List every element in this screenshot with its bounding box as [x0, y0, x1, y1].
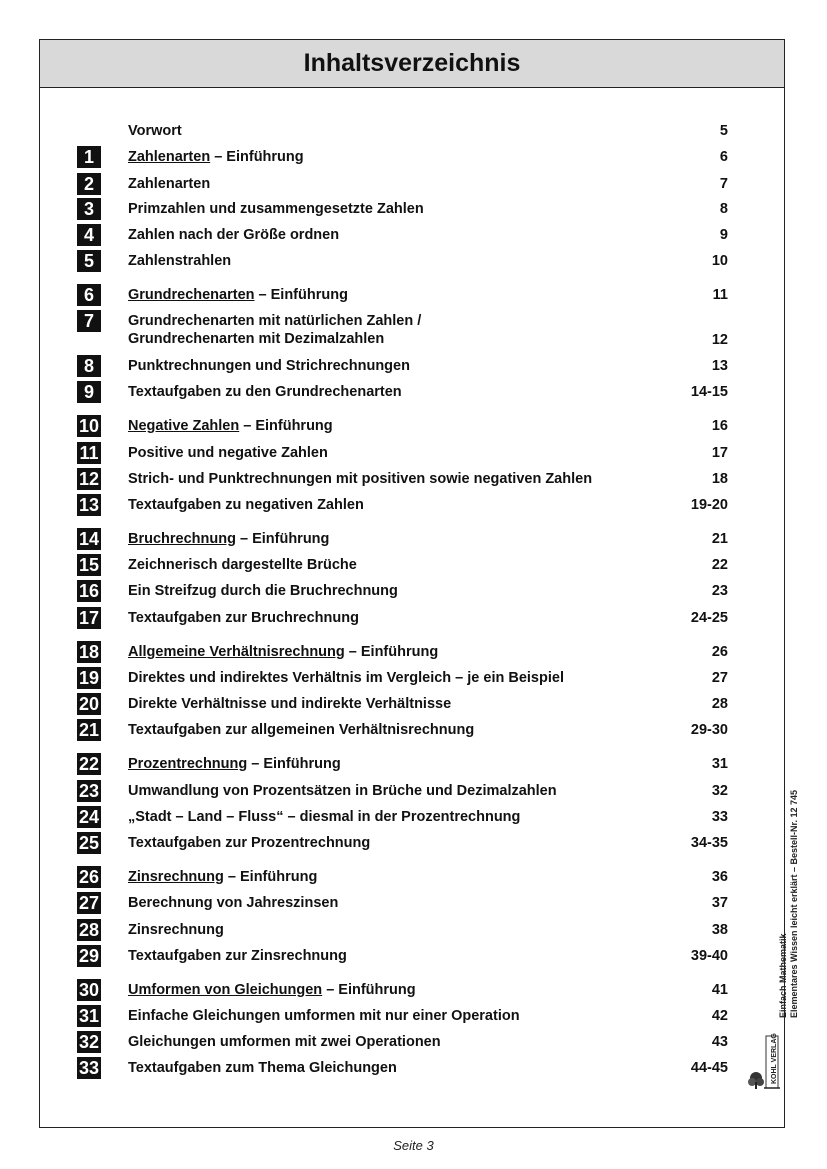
toc-entry [40, 468, 784, 490]
toc-entry-title [128, 355, 698, 375]
toc-entry [40, 1005, 784, 1027]
toc-entry [40, 1031, 784, 1053]
topic-suffix: – Einführung [247, 756, 341, 772]
toc-entry-title [128, 442, 698, 462]
page-title: Inhaltsverzeichnis [303, 49, 521, 77]
toc-entry [40, 310, 784, 348]
chapter-number-badge: 5 [77, 250, 101, 272]
page-number: 21 [711, 531, 728, 547]
toc-entry [40, 146, 784, 168]
title-line: Textaufgaben zur Prozentrechnung [128, 835, 371, 851]
page-number: 26 [711, 644, 728, 660]
topic-suffix: – Einführung [344, 644, 439, 660]
topic-name: Prozentrechnung [128, 756, 248, 772]
title-line: Punktrechnungen und Strichrechnungen [128, 358, 410, 374]
toc-entry-title [128, 919, 698, 939]
toc-entry [40, 442, 784, 464]
page-number: 8 [719, 201, 728, 217]
toc-entry [40, 979, 784, 1001]
toc-entry-title [128, 693, 698, 713]
topic-name: Zinsrechnung [128, 869, 224, 885]
toc-entry-title [128, 866, 698, 886]
toc-entry-title [128, 554, 698, 574]
page-number: 10 [711, 253, 728, 269]
toc-entry-title [128, 1057, 698, 1077]
title-line: Vorwort [128, 123, 182, 139]
toc-entry [40, 355, 784, 377]
publisher-name: KOHL VERLAG [771, 1033, 778, 1084]
toc-entry [40, 415, 784, 437]
title-line: Textaufgaben zur allgemeinen Verhältnisrechnung [128, 722, 475, 738]
toc-entry-title [128, 173, 698, 193]
topic-suffix: – Einführung [235, 531, 330, 547]
chapter-number-badge: 16 [78, 581, 100, 601]
topic-name: Umformen von Gleichungen [128, 982, 323, 998]
title-line: Zinsrechnung [128, 922, 224, 938]
page-number: 7 [719, 176, 728, 192]
topic-suffix: – Einführung [239, 418, 333, 434]
toc-entry-title [128, 250, 698, 270]
toc-entry [40, 224, 784, 246]
chapter-number-badge: 11 [77, 442, 101, 464]
toc-entry [40, 753, 784, 775]
toc-entry [40, 693, 784, 715]
page-number: 27 [711, 670, 728, 686]
publisher-logo-icon [746, 1020, 782, 1090]
toc-entry-title [128, 753, 698, 773]
toc-entry-title [128, 494, 698, 514]
toc-entry [40, 284, 784, 306]
chapter-number-badge: 18 [78, 642, 100, 662]
toc-entry-title [128, 1005, 698, 1025]
chapter-number-badge: 32 [78, 1032, 100, 1052]
toc-entry-title [128, 224, 698, 244]
page-number: 14-15 [690, 384, 728, 400]
title-line: Direkte Verhältnisse und indirekte Verhältnisse [128, 696, 452, 712]
page-number: 12 [711, 332, 728, 348]
toc-entry-title [128, 528, 698, 548]
page-number: 24-25 [690, 610, 728, 626]
title-line: Positive und negative Zahlen [128, 445, 328, 461]
topic-name: Negative Zahlen [128, 418, 240, 434]
toc-entry-title [128, 120, 698, 140]
chapter-number-badge: 17 [78, 608, 100, 628]
toc-entry [40, 554, 784, 576]
title-line: Zahlen nach der Größe ordnen [128, 227, 340, 243]
chapter-number-badge: 29 [78, 946, 100, 966]
topic-name: Allgemeine Verhältnisrechnung [128, 644, 345, 660]
title-line: Textaufgaben zum Thema Gleichungen [128, 1060, 397, 1076]
chapter-number-badge: 28 [78, 920, 100, 940]
chapter-number-badge: 15 [78, 555, 100, 575]
toc-entry-title [128, 719, 698, 739]
title-line: Textaufgaben zur Zinsrechnung [128, 948, 347, 964]
toc-entry-title [128, 945, 698, 965]
chapter-number-badge: 13 [78, 495, 100, 515]
chapter-number-badge: 31 [78, 1006, 100, 1026]
page-number: 37 [711, 895, 728, 911]
toc-entry [40, 528, 784, 550]
chapter-number-badge: 3 [77, 198, 101, 220]
toc-entry [40, 866, 784, 888]
page-number: 34-35 [690, 835, 728, 851]
chapter-number-badge: 10 [78, 416, 100, 436]
chapter-number-badge: 9 [77, 381, 101, 403]
chapter-number-badge: 20 [78, 694, 100, 714]
toc-entry-title [128, 580, 698, 600]
page-number: 36 [711, 869, 728, 885]
page-number: 33 [711, 809, 728, 825]
title-line: Textaufgaben zur Bruchrechnung [128, 610, 359, 626]
toc-entry [40, 250, 784, 272]
title-line: Zahlenarten [128, 176, 211, 192]
page-number: 31 [711, 756, 728, 772]
toc-entry [40, 120, 784, 142]
title-line-2: Grundrechenarten mit Dezimalzahlen [128, 331, 385, 347]
toc-entry [40, 832, 784, 854]
side-publication-info [778, 790, 800, 1018]
title-line: Gleichungen umformen mit zwei Operationen [128, 1034, 441, 1050]
title-line: Zahlenstrahlen [128, 253, 232, 269]
chapter-number-badge: 19 [78, 668, 100, 688]
title-line: Ein Streifzug durch die Bruchrechnung [128, 583, 398, 599]
toc-entry-title [128, 979, 698, 999]
chapter-number-badge: 22 [78, 754, 100, 774]
chapter-number-badge: 8 [77, 355, 101, 377]
page-number: 13 [711, 358, 728, 374]
topic-name: Zahlenarten [128, 149, 211, 165]
title-bar [40, 40, 784, 88]
page-frame [39, 39, 785, 1128]
page-number: 23 [711, 583, 728, 599]
toc-entry [40, 494, 784, 516]
toc-entry [40, 381, 784, 403]
toc-entry [40, 198, 784, 220]
toc-entry-title [128, 892, 698, 912]
title-line: Grundrechenarten mit natürlichen Zahlen / [128, 313, 422, 329]
topic-name: Bruchrechnung [128, 531, 236, 547]
page-number: 11 [712, 287, 728, 303]
toc-entry [40, 719, 784, 741]
chapter-number-badge: 30 [78, 980, 100, 1000]
toc-entry-title [128, 1031, 698, 1051]
title-line: Direktes und indirektes Verhältnis im Vergleich – je ein Beispiel [128, 670, 564, 686]
toc-entry [40, 641, 784, 663]
toc-entry [40, 945, 784, 967]
chapter-number-badge: 24 [78, 807, 100, 827]
topic-suffix: – Einführung [322, 982, 416, 998]
title-line: Umwandlung von Prozentsätzen in Brüche und Dezimalzahlen [128, 783, 557, 799]
chapter-number-badge: 2 [77, 173, 101, 195]
topic-name: Grundrechenarten [128, 287, 255, 303]
toc-entry [40, 892, 784, 914]
toc-entry-title [128, 667, 698, 687]
title-line: „Stadt – Land – Fluss“ – diesmal in der Prozentrechnung [128, 809, 521, 825]
title-line: Berechnung von Jahreszinsen [128, 895, 339, 911]
chapter-number-badge: 14 [78, 529, 100, 549]
toc-entry-title [128, 832, 698, 852]
chapter-number-badge: 26 [78, 867, 100, 887]
chapter-number-badge: 12 [78, 469, 100, 489]
chapter-number-badge: 23 [78, 781, 100, 801]
chapter-number-badge: 7 [77, 310, 101, 332]
toc-entry-title [128, 381, 698, 401]
page-footer: Seite 3 [393, 1138, 434, 1153]
page-number: 32 [711, 783, 728, 799]
toc-entry [40, 667, 784, 689]
topic-suffix: – Einführung [254, 287, 348, 303]
page-number: 39-40 [690, 948, 728, 964]
toc-entry-title [128, 607, 698, 627]
page-number: 42 [711, 1008, 728, 1024]
toc-entry-title [128, 641, 698, 661]
topic-suffix: – Einführung [210, 149, 304, 165]
chapter-number-badge: 33 [78, 1058, 100, 1078]
toc-entry-title [128, 806, 698, 826]
toc-entry-title [128, 310, 698, 348]
toc-entry [40, 1057, 784, 1079]
page-number: 43 [711, 1034, 728, 1050]
chapter-number-badge: 21 [78, 720, 100, 740]
toc-entry [40, 173, 784, 195]
page-number: 22 [711, 557, 728, 573]
toc-entry-title [128, 146, 698, 166]
page-number: 5 [719, 123, 728, 139]
toc-entry [40, 919, 784, 941]
chapter-number-badge: 27 [78, 893, 100, 913]
title-line: Strich- und Punktrechnungen mit positiven sowie negativen Zahlen [128, 471, 593, 487]
chapter-number-badge: 4 [77, 224, 101, 246]
toc-entry [40, 607, 784, 629]
toc-entry-title [128, 415, 698, 435]
page-number: 44-45 [690, 1060, 728, 1076]
title-line: Textaufgaben zu negativen Zahlen [128, 497, 364, 513]
chapter-number-badge: 1 [77, 146, 101, 168]
toc-entry [40, 806, 784, 828]
toc-entry-title [128, 468, 698, 488]
toc-entry [40, 780, 784, 802]
chapter-number-badge: 25 [78, 833, 100, 853]
toc-entry-title [128, 198, 698, 218]
toc-entry-title [128, 284, 698, 304]
page-number: 18 [711, 471, 728, 487]
book-subtitle-order-number: Elementares Wissen leicht erklärt – Bestell-Nr. 12 745 [789, 789, 799, 1018]
title-line: Einfache Gleichungen umformen mit nur einer Operation [128, 1008, 520, 1024]
title-line: Textaufgaben zu den Grundrechenarten [128, 384, 402, 400]
page-number: 19-20 [690, 497, 728, 513]
title-line: Primzahlen und zusammengesetzte Zahlen [128, 201, 424, 217]
page-number: 16 [711, 418, 728, 434]
title-line: Zeichnerisch dargestellte Brüche [128, 557, 357, 573]
page-number: 9 [719, 227, 728, 243]
page-number: 29-30 [690, 722, 728, 738]
page-number: 38 [711, 922, 728, 938]
topic-suffix: – Einführung [223, 869, 318, 885]
page-number: 17 [711, 445, 728, 461]
toc-entry-title [128, 780, 698, 800]
chapter-number-badge: 6 [77, 284, 101, 306]
page-number: 41 [711, 982, 728, 998]
toc-entry [40, 580, 784, 602]
series-name: Einfach Mathematik [778, 933, 788, 1018]
page-number: 6 [719, 149, 728, 165]
page-number: 28 [711, 696, 728, 712]
